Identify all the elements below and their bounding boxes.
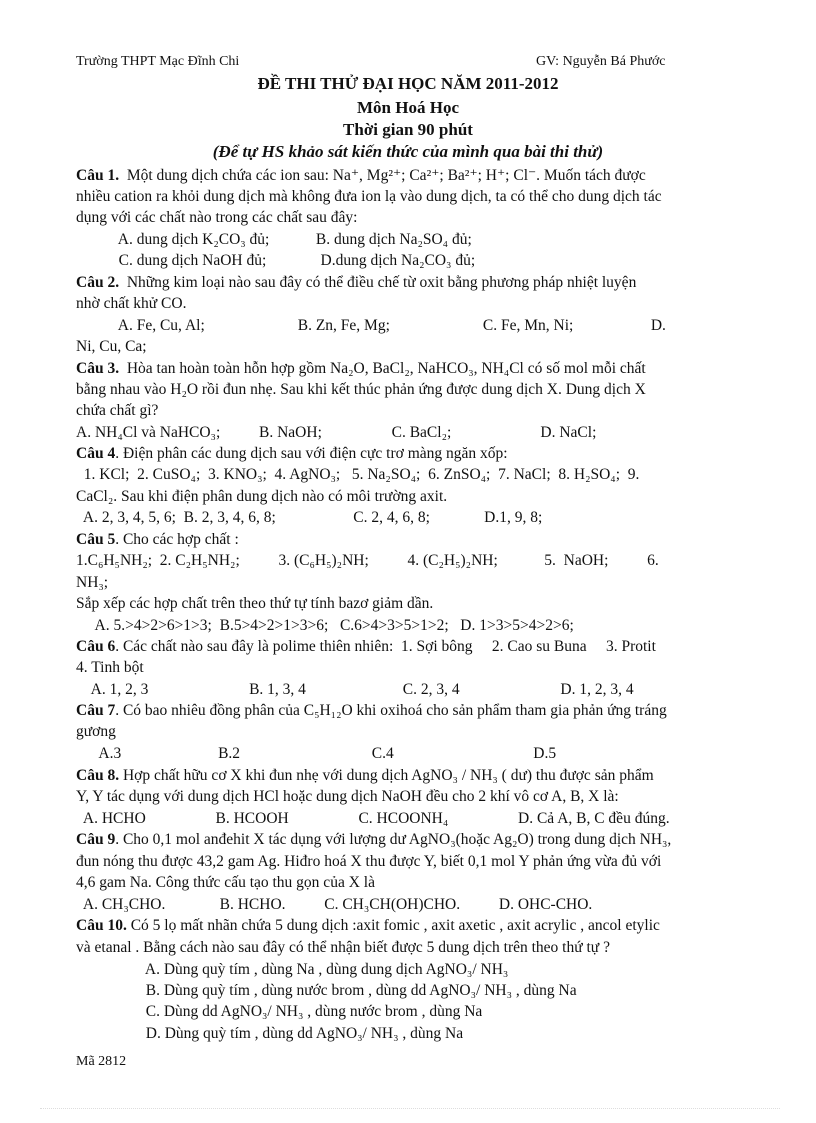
question-text: A. 2, 3, 4, 5, 6; B. 2, 3, 4, 6, 8; C. 2, 4, 6, 8; D.1, 9, 8; [76, 509, 543, 526]
question-line [76, 830, 671, 850]
question-line [76, 230, 472, 250]
question-text: A. dung dịch K₂CO₃ đủ; B. dung dịch Na₂SO₄ đủ; [76, 231, 472, 248]
question-line [76, 594, 433, 614]
question-text: D. Dùng quỳ tím , dùng dd AgNO₃/ NH₃ , dùng Na [76, 1025, 464, 1042]
question-line [76, 680, 634, 700]
question-line [76, 722, 116, 742]
question-label: Câu 8. [76, 767, 120, 784]
question-line [76, 960, 508, 980]
question-text: Một dung dịch chứa các ion sau: Na⁺, Mg²⁺; Ca²⁺; Ba²⁺; H⁺; Cl⁻. Muốn tách được [119, 167, 646, 184]
question-label: Câu 10. [76, 917, 127, 934]
question-line [76, 787, 619, 807]
question-text: . Các chất nào sau đây là polime thiên nhiên: 1. Sợi bông 2. Cao su Buna 3. Protit [115, 638, 656, 655]
page-border [40, 1108, 780, 1109]
exam-title: ĐỀ THI THỬ ĐẠI HỌC NĂM 2011-2012 [257, 74, 559, 93]
question-text: A.3 B.2 C.4 D.5 [76, 745, 557, 762]
question-label: Câu 4 [76, 445, 116, 462]
question-line [76, 251, 475, 271]
question-line [76, 273, 636, 293]
question-line [76, 981, 577, 1001]
subject-title: Môn Hoá Học [357, 98, 459, 117]
question-label: Câu 9 [76, 831, 116, 848]
question-text: Ni, Cu, Ca; [76, 338, 147, 355]
question-text: . Điện phân các dung dịch sau với điện cực trơ màng ngăn xốp: [115, 445, 508, 462]
question-text: Có 5 lọ mất nhãn chứa 5 dung dịch :axit fomic , axit axetic , axit acrylic , ancol etylic [126, 917, 660, 934]
question-text: Hòa tan hoàn toàn hỗn hợp gồm Na₂O, BaCl₂, NaHCO₃, NH₄Cl có số mol mỗi chất [119, 360, 646, 377]
question-line [76, 423, 596, 443]
question-text: NH₃; [76, 574, 109, 591]
question-text: bằng nhau vào H₂O rồi đun nhẹ. Sau khi kết thúc phản ứng được dung dịch X. Dung dịch X [76, 381, 646, 398]
question-line [76, 658, 144, 678]
question-line [76, 444, 508, 464]
question-text: Sắp xếp các hợp chất trên theo thứ tự tính bazơ giảm dần. [76, 595, 434, 612]
question-text: A. HCHO B. HCOOH C. HCOONH₄ D. Cả A, B, C đều đúng. [76, 810, 670, 827]
question-text: C. dung dịch NaOH đủ; D.dung dịch Na₂CO₃ đủ; [76, 252, 476, 269]
question-text: A. Dùng quỳ tím , dùng Na , dùng dung dịch AgNO₃/ NH₃ [76, 961, 509, 978]
question-text: . Cho các hợp chất : [115, 531, 239, 548]
question-line [76, 187, 662, 207]
question-text: C. Dùng dd AgNO₃/ NH₃ , dùng nước brom , dùng Na [76, 1003, 483, 1020]
school-name: Trường THPT Mạc Đĩnh Chi [76, 54, 240, 69]
question-text: B. Dùng quỳ tím , dùng nước brom , dùng dd AgNO₃/ NH₃ , dùng Na [76, 982, 577, 999]
question-line [76, 744, 556, 764]
exam-code: Mã 2812 [76, 1054, 127, 1069]
question-label: Câu 1. [76, 167, 120, 184]
question-text: Những kim loại nào sau đây có thể điều chế từ oxit bằng phương pháp nhiệt luyện [119, 274, 637, 291]
question-line [76, 852, 661, 872]
question-line [76, 573, 108, 593]
teacher-name: GV: Nguyễn Bá Phước [536, 54, 666, 69]
question-text: dụng với các chất nào trong các chất sau đây: [76, 209, 358, 226]
question-line [76, 701, 667, 721]
question-line [76, 938, 610, 958]
question-line [76, 809, 670, 829]
question-text: . Cho 0,1 mol anđehit X tác dụng với lượng dư AgNO₃(hoặc Ag₂O) trong dung dịch NH₃, [115, 831, 672, 848]
question-line [76, 766, 654, 786]
question-text: 4. Tinh bột [76, 659, 144, 676]
question-line [76, 1002, 482, 1022]
question-line [76, 895, 592, 915]
question-line [76, 380, 646, 400]
question-line [76, 508, 542, 528]
question-text: A. 1, 2, 3 B. 1, 3, 4 C. 2, 3, 4 D. 1, 2, 3, 4 [76, 681, 634, 698]
question-text: nhiều cation ra khỏi dung dịch mà không đưa ion lạ vào dung dịch, ta có thể cho dung dịch tác [76, 188, 662, 205]
question-text: và etanal . Bằng cách nào sau đây có thể nhận biết được 5 dung dịch trên theo thứ tự ? [76, 939, 610, 956]
question-line [76, 637, 656, 657]
question-label: Câu 5 [76, 531, 116, 548]
question-label: Câu 7 [76, 702, 116, 719]
question-line [76, 166, 646, 186]
question-text: . Có bao nhiêu đồng phân của C₅H₁₂O khi oxihoá cho sản phẩm tham gia phản ứng tráng [115, 702, 667, 719]
question-text: A. 5.>4>2>6>1>3; B.5>4>2>1>3>6; C.6>4>3>5>1>2; D. 1>3>5>4>2>6; [76, 617, 574, 634]
question-text: CaCl₂. Sau khi điện phân dung dịch nào có môi trường axit. [76, 488, 448, 505]
question-text: đun nóng thu được 43,2 gam Ag. Hiđro hoá X thu được Y, biết 0,1 mol Y phản ứng vừa đủ với [76, 853, 662, 870]
question-text: Y, Y tác dụng với dung dịch HCl hoặc dung dịch NaOH đều cho 2 khí vô cơ A, B, X là: [76, 788, 619, 805]
question-text: gương [76, 723, 116, 740]
question-line [76, 916, 660, 936]
question-line [76, 337, 147, 357]
question-text: nhờ chất khử CO. [76, 295, 187, 312]
question-text: 1. KCl; 2. CuSO₄; 3. KNO₃; 4. AgNO₃; 5. Na₂SO₄; 6. ZnSO₄; 7. NaCl; 8. H₂SO₄; 9. [76, 466, 640, 483]
question-line [76, 616, 574, 636]
time-title: Thời gian 90 phút [343, 120, 473, 139]
question-line [76, 873, 375, 893]
question-line [76, 401, 158, 421]
question-line [76, 294, 186, 314]
question-line [76, 316, 666, 336]
question-text: Hợp chất hữu cơ X khi đun nhẹ với dung dịch AgNO₃ / NH₃ ( dư) thu được sản phẩm [119, 767, 654, 784]
question-text: A. NH₄Cl và NaHCO₃; B. NaOH; C. BaCl₂; D. NaCl; [76, 424, 597, 441]
question-line [76, 208, 357, 228]
question-line [76, 487, 447, 507]
question-label: Câu 3. [76, 360, 120, 377]
question-label: Câu 6 [76, 638, 116, 655]
question-text: 4,6 gam Na. Công thức cấu tạo thu gọn của X là [76, 874, 375, 891]
exam-note: (Để tự HS khảo sát kiến thức của mình qua bài thi thử) [212, 142, 604, 161]
question-text: chứa chất gì? [76, 402, 159, 419]
question-line [76, 530, 239, 550]
question-line [76, 551, 659, 571]
question-line [76, 465, 639, 485]
question-line [76, 359, 646, 379]
question-text: 1.C₆H₅NH₂; 2. C₂H₅NH₂; 3. (C₆H₅)₂NH; 4. (C₂H₅)₂NH; 5. NaOH; 6. [76, 552, 659, 569]
question-text: A. CH₃CHO. B. HCHO. C. CH₃CH(OH)CHO. D. OHC-CHO. [76, 896, 593, 913]
question-text: A. Fe, Cu, Al; B. Zn, Fe, Mg; C. Fe, Mn, Ni; D. [76, 317, 666, 334]
question-line [76, 1024, 463, 1044]
question-label: Câu 2. [76, 274, 120, 291]
